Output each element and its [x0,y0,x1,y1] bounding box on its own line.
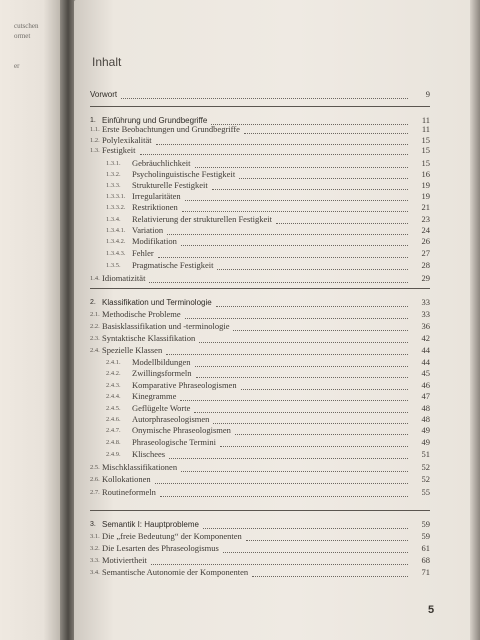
toc-entry[interactable] [90,145,430,156]
toc-entry[interactable] [90,543,430,554]
toc-entry-title: Motiviertheit [102,555,147,565]
dot-leader [160,495,408,497]
toc-entry-number: 2.4.3. [106,382,121,389]
toc-entry[interactable] [90,555,430,566]
toc-entry-title: Geflügelte Worte [132,403,191,413]
page-title: Inhalt [92,55,122,69]
toc-entry-page: 33 [421,297,430,307]
toc-entry-number: 1. [90,117,96,124]
section-rule [90,510,430,511]
dot-leader [235,433,408,435]
toc-entry-number: 1.3.4.2. [106,238,126,245]
toc-entry-title: Syntaktische Klassifikation [102,333,196,343]
toc-entry-title: Klassifikation und Terminologie [102,298,212,307]
dot-leader [121,97,408,99]
toc-entry-page: 44 [421,357,430,367]
toc-entry[interactable] [90,158,430,169]
toc-entry-title: Semantik I: Hauptprobleme [102,520,199,529]
toc-entry-title: Kollokationen [102,474,151,484]
dot-leader [167,233,408,235]
dot-leader [246,539,408,541]
toc-entry-page: 47 [421,391,430,401]
toc-entry-page: 59 [421,519,430,529]
toc-entry[interactable] [90,403,430,414]
toc-entry[interactable] [90,425,430,436]
page-number: 5 [428,604,435,616]
toc-entry-title: Modellbildungen [132,357,191,367]
toc-entry-title: Autorphraseologismen [132,414,210,424]
toc-entry-title: Komparative Phraseologismen [132,380,237,390]
toc-entry[interactable] [90,180,430,191]
toc-entry-page: 59 [421,531,430,541]
dot-leader [151,563,408,565]
toc-entry[interactable] [90,414,430,425]
toc-entry-page: 46 [421,380,430,390]
toc-entry-page: 48 [421,414,430,424]
toc-entry-page: 71 [421,567,430,577]
toc-entry[interactable] [90,345,430,356]
toc-entry[interactable] [90,357,430,368]
toc-entry-title: Basisklassifikation und -terminologie [102,321,230,331]
dot-leader [181,470,408,472]
dot-leader [199,341,408,343]
toc-entry-title: Zwillingsformeln [132,368,192,378]
dot-leader [212,188,408,190]
toc-entry[interactable] [90,449,430,460]
toc-entry-number: 1.3.3. [106,182,121,189]
toc-entry[interactable] [90,309,430,320]
toc-entry[interactable] [90,333,430,344]
toc-entry-number: 2.4. [90,347,100,354]
toc-entry-page: 44 [421,345,430,355]
dot-leader [203,527,408,529]
toc-entry-title: Semantische Autonomie der Komponenten [102,567,249,577]
section-rule [90,288,430,289]
dot-leader [185,199,408,201]
toc-entry-page: 27 [421,248,430,258]
dot-leader [223,551,408,553]
dot-leader [244,132,408,134]
dot-leader [185,317,408,319]
toc-chapter-entry[interactable] [90,89,430,100]
toc-entry-number: 1.3.3.2. [106,204,126,211]
toc-entry-number: 2.4.1. [106,359,121,366]
previous-page [0,0,62,640]
toc-entry-page: 48 [421,403,430,413]
toc-chapter-entry[interactable] [90,519,430,530]
dot-leader [216,305,408,307]
toc-entry-number: 1.3.2. [106,171,121,178]
toc-entry[interactable] [90,531,430,542]
toc-entry[interactable] [90,474,430,485]
toc-entry-number: 3.1. [90,533,100,540]
dot-leader [233,329,408,331]
toc-entry-title: Psycholinguistische Festigkeit [132,169,236,179]
toc-entry-title: Klischees [132,449,166,459]
toc-entry-title: Polylexikalität [102,135,152,145]
toc-entry-page: 15 [421,145,430,155]
toc-entry-title: Einführung und Grundbegriffe [102,116,208,125]
dot-leader [213,422,408,424]
toc-entry-page: 15 [421,158,430,168]
toc-entry-number: 1.2. [90,137,100,144]
toc-entry-number: 2.5. [90,464,100,471]
toc-entry-number: 1.3. [90,147,100,154]
toc-entry-page: 29 [421,273,430,283]
dot-leader [155,482,408,484]
dot-leader [239,177,408,179]
dot-leader [276,222,408,224]
toc-entry-number: 1.4. [90,275,100,282]
toc-entry-page: 21 [421,202,430,212]
toc-entry-number: 1.3.5. [106,262,121,269]
dot-leader [217,268,408,270]
toc-entry-title: Methodische Probleme [102,309,181,319]
toc-entry[interactable] [90,236,430,247]
toc-entry-title: Relativierung der strukturellen Festigkeit [132,214,272,224]
toc-entry[interactable] [90,462,430,473]
toc-entry[interactable] [90,260,430,271]
toc-entry-page: 61 [421,543,430,553]
toc-entry-number: 2.4.2. [106,370,121,377]
toc-entry-number: 3. [90,521,96,528]
dot-leader [220,445,408,447]
toc-entry-page: 49 [421,425,430,435]
toc-entry[interactable] [90,437,430,448]
dot-leader [169,457,408,459]
toc-entry-number: 1.3.1. [106,160,121,167]
toc-entry-title: Modifikation [132,236,177,246]
toc-entry-title: Onymische Phraseologismen [132,425,231,435]
dot-leader [166,353,408,355]
toc-entry[interactable] [90,380,430,391]
toc-entry-page: 24 [421,225,430,235]
toc-entry-number: 1.3.4.1. [106,227,126,234]
toc-entry-page: 45 [421,368,430,378]
toc-entry-number: 2.4.4. [106,393,121,400]
toc-entry-page: 36 [421,321,430,331]
toc-entry[interactable] [90,214,430,225]
toc-entry-title: Irregularitäten [132,191,181,201]
toc-entry-page: 68 [421,555,430,565]
toc-entry-page: 52 [421,462,430,472]
toc-entry-page: 55 [421,487,430,497]
dot-leader [194,411,408,413]
toc-entry-number: 3.2. [90,545,100,552]
dot-leader [158,256,408,258]
dot-leader [181,244,408,246]
toc-entry-title: Routineformeln [102,487,156,497]
toc-chapter-entry[interactable] [90,297,430,308]
toc-entry-page: 49 [421,437,430,447]
toc-entry-page: 11 [421,115,430,125]
toc-entry-page: 51 [421,449,430,459]
toc-entry[interactable] [90,225,430,236]
toc-entry-number: 2.4.9. [106,451,121,458]
toc-entry-number: 1.3.4.3. [106,250,126,257]
toc-entry-page: 11 [421,124,430,134]
toc-entry-number: 1.1. [90,126,100,133]
toc-entry-number: 2. [90,299,96,306]
toc-entry[interactable] [90,273,430,284]
toc-entry-number: 2.6. [90,476,100,483]
previous-page-fragment: er [14,62,20,70]
dot-leader [140,153,408,155]
toc-entry-number: 1.3.3.1. [106,193,126,200]
toc-entry[interactable] [90,368,430,379]
section-rule [90,106,430,107]
toc-entry-title: Vorwort [90,90,118,99]
toc-entry-page: 15 [421,135,430,145]
toc-entry-page: 19 [421,191,430,201]
toc-entry[interactable] [90,202,430,213]
toc-entry-number: 2.4.7. [106,427,121,434]
toc-entry[interactable] [90,567,430,578]
toc-entry-title: Kinegramme [132,391,177,401]
toc-entry-title: Restriktionen [132,202,178,212]
dot-leader [195,365,408,367]
toc-entry-title: Fehler [132,248,154,258]
toc-entry-number: 2.3. [90,335,100,342]
toc-entry-page: 16 [421,169,430,179]
previous-page-fragment: ormet [14,32,31,40]
dot-leader [149,281,408,283]
toc-entry-page: 9 [425,89,430,99]
toc-entry-number: 2.4.5. [106,405,121,412]
toc-entry-number: 2.4.8. [106,439,121,446]
previous-page-fragment: cutschen [14,22,39,30]
toc-entry[interactable] [90,169,430,180]
toc-entry-title: Variation [132,225,164,235]
toc-entry-number: 2.2. [90,323,100,330]
toc-entry-number: 2.7. [90,489,100,496]
toc-entry-page: 19 [421,180,430,190]
toc-entry-number: 2.1. [90,311,100,318]
toc-entry-title: Festigkeit [102,145,136,155]
toc-entry-title: Idiomatizität [102,273,146,283]
toc-entry-title: Mischklassifikationen [102,462,178,472]
dot-leader [182,210,408,212]
toc-entry-title: Erste Beobachtungen und Grundbegriffe [102,124,240,134]
toc-entry[interactable] [90,487,430,498]
dot-leader [196,376,408,378]
toc-entry-title: Strukturelle Festigkeit [132,180,208,190]
dot-leader [252,575,408,577]
toc-entry-page: 23 [421,214,430,224]
toc-entry-page: 26 [421,236,430,246]
toc-entry-number: 3.3. [90,557,100,564]
toc-entry-number: 1.3.4. [106,216,121,223]
toc-entry-title: Gebräuchlichkeit [132,158,191,168]
dot-leader [180,399,408,401]
toc-entry-number: 2.4.6. [106,416,121,423]
dot-leader [241,388,408,390]
toc-entry[interactable] [90,321,430,332]
toc-entry-number: 3.4. [90,569,100,576]
toc-entry-title: Pragmatische Festigkeit [132,260,214,270]
toc-entry[interactable] [90,248,430,259]
toc-entry-page: 52 [421,474,430,484]
toc-entry-title: Phraseologische Termini [132,437,216,447]
page-edge [470,0,480,640]
toc-entry-title: Die Lesarten des Phraseologismus [102,543,219,553]
toc-entry[interactable] [90,391,430,402]
dot-leader [195,166,408,168]
toc-entry[interactable] [90,124,430,135]
toc-entry-page: 28 [421,260,430,270]
toc-entry-page: 33 [421,309,430,319]
toc-entry[interactable] [90,191,430,202]
toc-entry-title: Die „freie Bedeutung“ der Komponenten [102,531,242,541]
toc-entry-title: Spezielle Klassen [102,345,163,355]
toc-entry-page: 42 [421,333,430,343]
